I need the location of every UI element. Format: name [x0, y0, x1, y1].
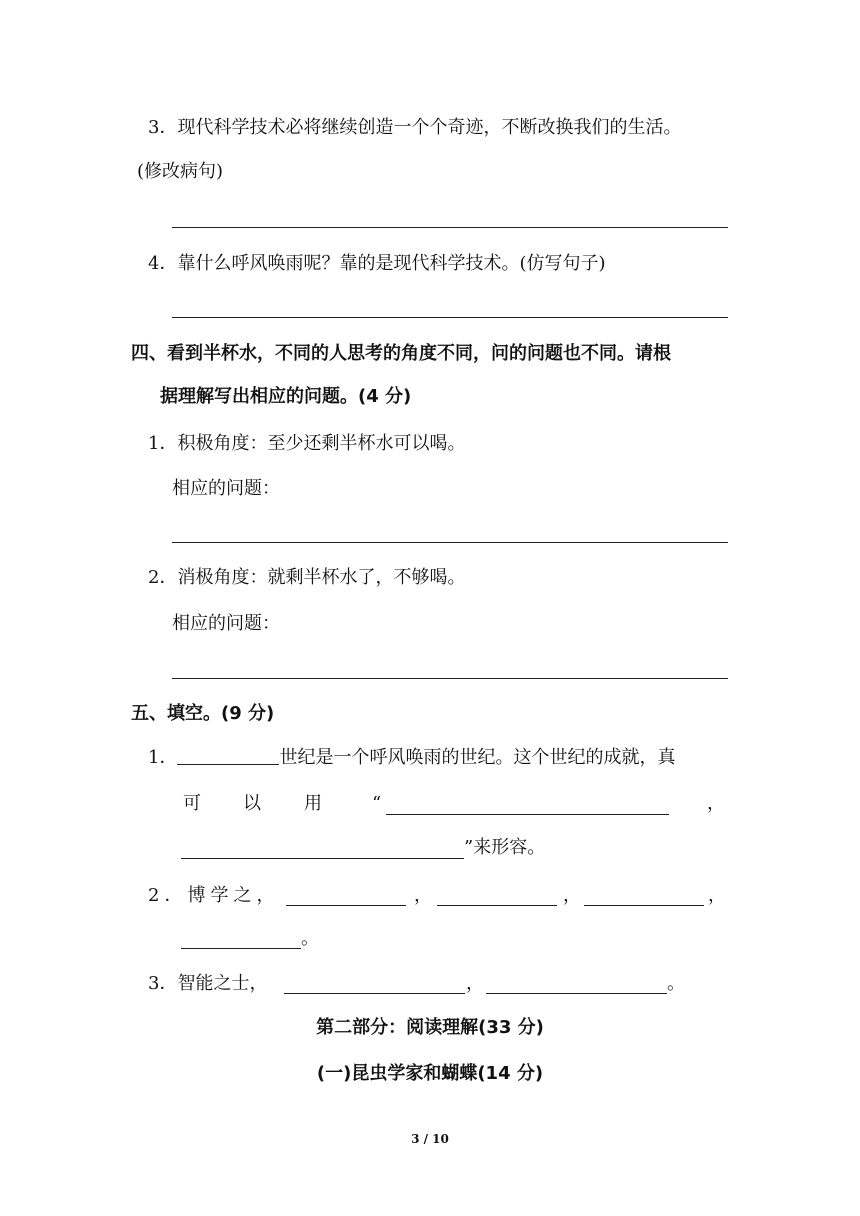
blank-bxz-3[interactable] [584, 905, 704, 906]
sec5-q1-word-3: 用 [304, 793, 322, 814]
sec5-q2-start [148, 884, 279, 908]
sec5-q1-open-quote: “ [372, 793, 382, 814]
blank-century[interactable] [177, 746, 279, 765]
sec5-q2-comma-3: ， [708, 885, 726, 906]
answer-line-q4[interactable] [172, 317, 728, 318]
sec5-q1-number: 1． [148, 747, 178, 768]
sec5-q1-line1 [148, 746, 675, 770]
sec5-q1-word-2: 以 [243, 793, 261, 814]
question-3-instruction: (修改病句) [137, 161, 224, 182]
answer-line-sec4-q1[interactable] [172, 542, 728, 543]
sec5-q3-start: 3．智能之士， [148, 973, 268, 994]
reading-passage-title: (一)昆虫学家和蝴蝶(14 分) [316, 1063, 544, 1084]
sec4-question-2-label: 相应的问题： [172, 613, 280, 634]
sec5-q1-comma: ， [707, 793, 725, 814]
sec5-q2-text: 博学之， [187, 885, 280, 906]
sec5-q1-word-1: 可 [183, 793, 201, 814]
sec4-question-1-text: 1．积极角度：至少还剩半杯水可以喝。 [148, 433, 466, 454]
section-4-heading-line2: 据理解写出相应的问题。(4 分) [160, 386, 412, 407]
sec5-q2-comma-1: ， [414, 885, 432, 906]
answer-line-sec4-q2[interactable] [172, 678, 728, 679]
blank-zn-2[interactable] [486, 993, 667, 994]
part-2-title: 第二部分：阅读理解(33 分) [316, 1017, 544, 1038]
page-number: 3 / 10 [411, 1132, 449, 1146]
blank-phrase-2[interactable] [181, 858, 464, 859]
sec4-question-1-label: 相应的问题： [172, 478, 280, 499]
answer-line-q3[interactable] [172, 227, 728, 228]
sec4-question-2-text: 2．消极角度：就剩半杯水了，不够喝。 [148, 567, 466, 588]
section-4-heading-line1: 四、看到半杯水，不同的人思考的角度不同，问的问题也不同。请根 [131, 343, 671, 364]
blank-phrase-1[interactable] [386, 814, 669, 815]
sec5-q1-sentence: 世纪是一个呼风唤雨的世纪。这个世纪的成就，真 [279, 747, 676, 768]
sec5-q3-comma: ， [466, 973, 484, 994]
section-5-heading: 五、填空。(9 分) [131, 703, 275, 724]
sec5-q1-ending: ”来形容。 [464, 837, 546, 858]
question-3-text: 3．现代科学技术必将继续创造一个个奇迹，不断改换我们的生活。 [148, 117, 682, 138]
blank-bxz-1[interactable] [286, 905, 406, 906]
blank-bxz-4[interactable] [181, 948, 301, 949]
sec5-q2-number: 2． [148, 885, 188, 906]
sec5-q2-period: 。 [301, 928, 319, 949]
sec5-q3-period: 。 [667, 973, 685, 994]
blank-bxz-2[interactable] [437, 905, 557, 906]
sec5-q2-comma-2: ， [563, 885, 581, 906]
blank-zn-1[interactable] [284, 993, 465, 994]
question-4-text: 4．靠什么呼风唤雨呢？靠的是现代科学技术。(仿写句子) [148, 253, 606, 274]
